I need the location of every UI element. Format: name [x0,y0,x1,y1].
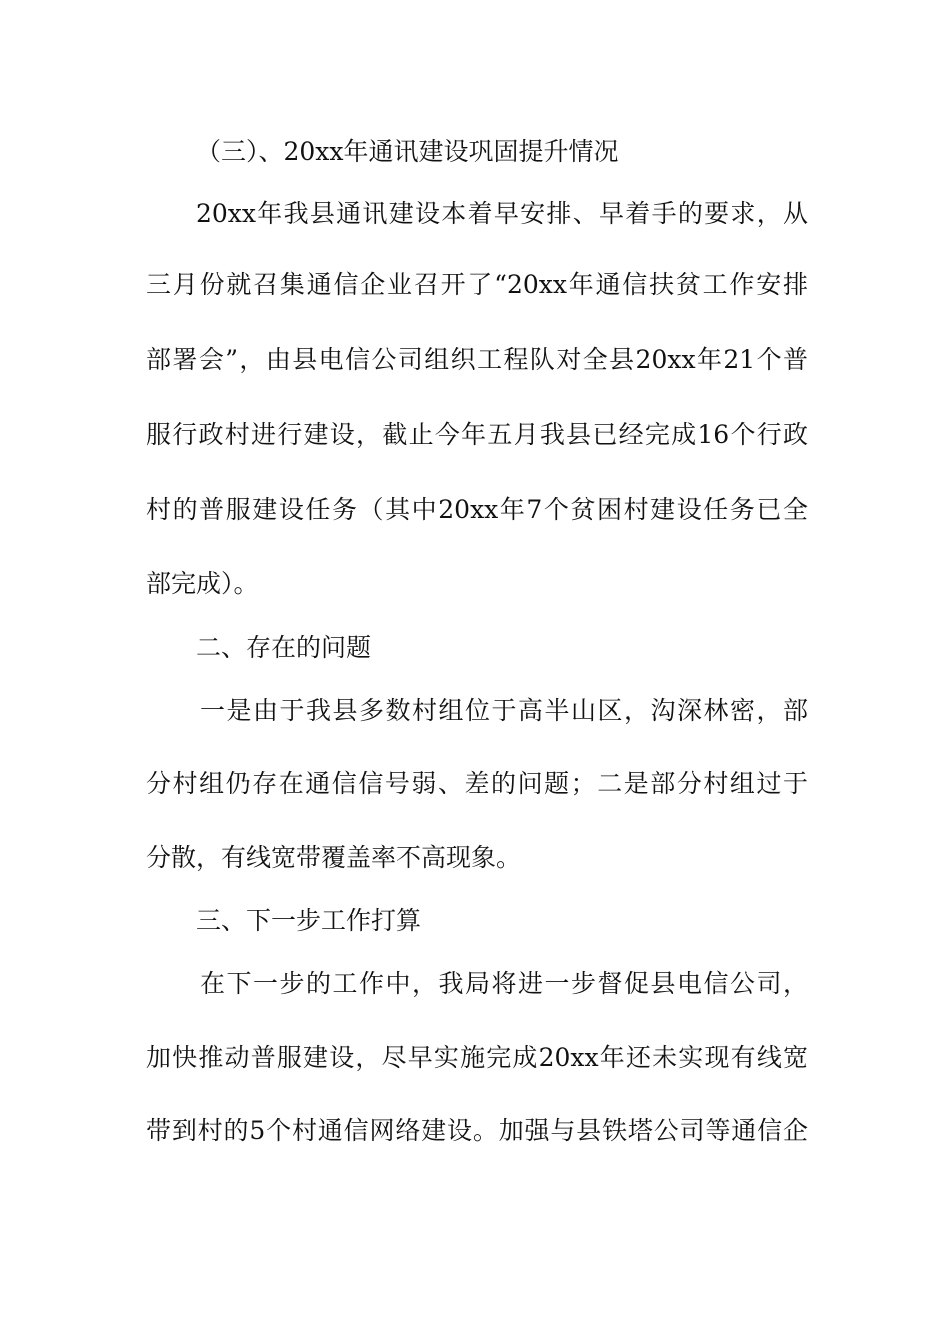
paragraph-line: 分村组仍存在通信信号弱、差的问题；二是部分村组过于 [146,769,808,798]
paragraph-line: 分散，有线宽带覆盖率不高现象。 [146,843,522,872]
paragraph-line: 在下一步的工作中，我局将进一步督促县电信公司， [200,969,808,998]
paragraph-line: 村的普服建设任务（其中20xx年7个贫困村建设任务已全 [146,495,808,524]
paragraph-line: 带到村的5个村通信网络建设。加强与县铁塔公司等通信企 [146,1116,808,1145]
section-heading-3: （三）、20xx年通讯建设巩固提升情况 [196,137,619,166]
paragraph-line: 一是由于我县多数村组位于高半山区，沟深林密，部 [200,696,808,725]
paragraph-line: 部完成）。 [146,569,259,598]
paragraph-line: 服行政村进行建设，截止今年五月我县已经完成16个行政 [146,420,808,449]
paragraph-line: 加快推动普服建设，尽早实施完成20xx年还未实现有线宽 [146,1043,808,1072]
section-heading-problems: 二、存在的问题 [196,633,372,662]
paragraph-line: 三月份就召集通信企业召开了“20xx年通信扶贫工作安排 [146,270,808,299]
section-heading-next-steps: 三、下一步工作打算 [196,906,422,935]
paragraph-line: 20xx年我县通讯建设本着早安排、早着手的要求，从 [196,199,808,228]
paragraph-line: 部署会”，由县电信公司组织工程队对全县20xx年21个普 [146,345,808,374]
